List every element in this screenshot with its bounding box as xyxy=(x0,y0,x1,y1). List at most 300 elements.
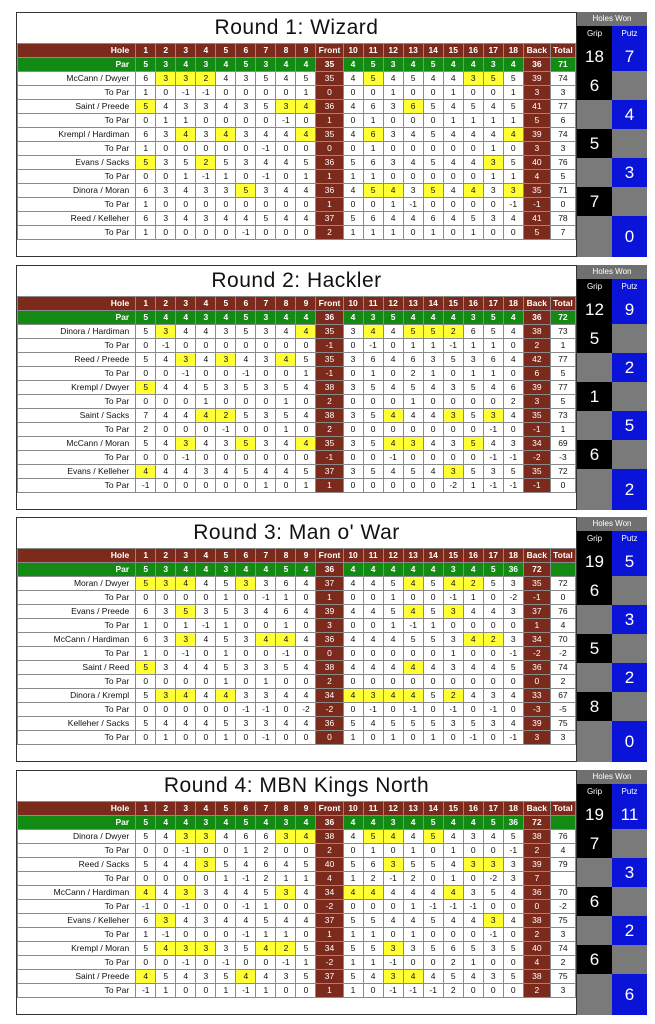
score-cell: 4 xyxy=(216,465,236,479)
score-cell: 2 xyxy=(156,297,176,311)
score-cell: 0 xyxy=(196,451,216,465)
score-cell: 38 xyxy=(523,830,550,844)
score-cell: 3 xyxy=(196,128,216,142)
score-cell: 4 xyxy=(463,689,483,703)
par-row xyxy=(18,311,576,325)
score-cell: 1 xyxy=(136,619,156,633)
score-cell: 34 xyxy=(316,886,343,900)
score-cell: 0 xyxy=(196,844,216,858)
score-cell: 1 xyxy=(423,367,443,381)
score-cell: 5 xyxy=(363,58,383,72)
score-cell: 4 xyxy=(403,816,423,830)
score-cell: 76 xyxy=(550,830,575,844)
score-cell: 0 xyxy=(316,647,343,661)
score-cell xyxy=(550,563,575,577)
score-cell: 3 xyxy=(196,942,216,956)
score-cell: 73 xyxy=(550,409,575,423)
row-label: Krempl / Hardiman xyxy=(18,128,136,142)
row-label: To Par xyxy=(18,226,136,240)
putz-holes-won-box: 0 xyxy=(612,721,647,762)
row-label: Hole xyxy=(18,549,136,563)
score-cell: 1 xyxy=(136,928,156,942)
score-cell: 0 xyxy=(156,395,176,409)
score-cell: 4 xyxy=(176,717,196,731)
score-cell: 4 xyxy=(403,156,423,170)
round-title: Round 3: Man o' War xyxy=(193,521,400,544)
score-cell: 0 xyxy=(256,226,276,240)
score-cell: 4 xyxy=(383,381,403,395)
score-cell: 0 xyxy=(176,142,196,156)
row-label: Krempl / Dwyer xyxy=(18,381,136,395)
score-cell: 0 xyxy=(236,86,256,100)
team-score-row xyxy=(18,100,576,114)
score-cell: 38 xyxy=(316,661,343,675)
score-cell: 35 xyxy=(316,353,343,367)
score-cell: 0 xyxy=(256,86,276,100)
score-cell: 2 xyxy=(443,956,463,970)
score-cell: 4 xyxy=(276,325,296,339)
score-cell: 0 xyxy=(463,647,483,661)
score-cell: 4 xyxy=(363,633,383,647)
score-cell: 0 xyxy=(403,451,423,465)
score-cell: 3 xyxy=(156,72,176,86)
score-cell: 0 xyxy=(276,367,296,381)
score-cell: 4 xyxy=(216,311,236,325)
score-cell: 5 xyxy=(423,689,443,703)
score-cell: 5 xyxy=(216,717,236,731)
score-cell: 3 xyxy=(463,858,483,872)
par-row xyxy=(18,816,576,830)
score-cell: 0 xyxy=(136,451,156,465)
score-cell: 0 xyxy=(156,872,176,886)
to-par-row xyxy=(18,114,576,128)
score-cell: 36 xyxy=(316,100,343,114)
score-cell: 7 xyxy=(256,297,276,311)
score-cell: 1 xyxy=(523,619,550,633)
score-cell: 14 xyxy=(423,44,443,58)
score-cell: 0 xyxy=(176,339,196,353)
score-cell: 0 xyxy=(236,423,256,437)
score-cell: 1 xyxy=(463,339,483,353)
score-cell: 5 xyxy=(343,858,363,872)
score-cell: -1 xyxy=(176,900,196,914)
score-cell: 0 xyxy=(156,956,176,970)
to-par-row xyxy=(18,395,576,409)
score-cell: 0 xyxy=(196,647,216,661)
score-cell: 2 xyxy=(550,675,575,689)
score-cell: 4 xyxy=(296,717,316,731)
score-cell: 34 xyxy=(523,437,550,451)
score-cell: 1 xyxy=(383,226,403,240)
score-cell: 3 xyxy=(443,563,463,577)
score-cell: 0 xyxy=(550,591,575,605)
score-cell: 0 xyxy=(343,114,363,128)
score-cell: 15 xyxy=(443,802,463,816)
score-cell: 4 xyxy=(443,156,463,170)
score-cell: 1 xyxy=(443,114,463,128)
to-par-row xyxy=(18,619,576,633)
putz-holes-won-box: 2 xyxy=(612,663,647,692)
grip-holes-won-box xyxy=(577,353,612,382)
score-cell: 5 xyxy=(423,633,443,647)
score-cell: -1 xyxy=(443,591,463,605)
score-cell: -1 xyxy=(503,647,523,661)
score-cell: 5 xyxy=(423,58,443,72)
score-cell: 1 xyxy=(463,367,483,381)
score-cell: 3 xyxy=(176,100,196,114)
score-cell: 0 xyxy=(363,619,383,633)
score-cell: 9 xyxy=(296,297,316,311)
score-cell: 6 xyxy=(276,577,296,591)
putz-holes-won-box xyxy=(612,887,647,916)
score-cell: 10 xyxy=(343,549,363,563)
score-cell: 5 xyxy=(403,465,423,479)
row-label: To Par xyxy=(18,170,136,184)
putz-holes-won-box xyxy=(612,187,647,216)
score-cell: 3 xyxy=(196,465,216,479)
score-cell: 0 xyxy=(236,647,256,661)
score-cell: 4 xyxy=(403,128,423,142)
score-cell: 40 xyxy=(523,942,550,956)
score-cell: 35 xyxy=(523,409,550,423)
score-cell: 4 xyxy=(443,128,463,142)
score-cell: 36 xyxy=(316,184,343,198)
score-cell: 3 xyxy=(196,311,216,325)
score-cell: 4 xyxy=(383,212,403,226)
score-cell: 4 xyxy=(256,563,276,577)
score-cell: 0 xyxy=(343,451,363,465)
team-score-row xyxy=(18,633,576,647)
score-cell: -2 xyxy=(523,647,550,661)
score-cell: 13 xyxy=(403,549,423,563)
score-cell: 3 xyxy=(156,563,176,577)
score-cell: 1 xyxy=(343,170,363,184)
score-cell: 3 xyxy=(483,156,503,170)
score-cell: 0 xyxy=(196,591,216,605)
putz-holes-won-box: 2 xyxy=(612,916,647,945)
score-cell: 0 xyxy=(423,703,443,717)
score-cell: 2 xyxy=(316,844,343,858)
score-cell: 0 xyxy=(236,619,256,633)
score-cell: 7 xyxy=(136,409,156,423)
score-cell: 4 xyxy=(403,970,423,984)
score-cell: 2 xyxy=(523,339,550,353)
score-cell: 1 xyxy=(343,226,363,240)
putz-holes-won-box: 3 xyxy=(612,858,647,887)
score-cell: 5 xyxy=(483,563,503,577)
to-par-row xyxy=(18,142,576,156)
team-score-row xyxy=(18,184,576,198)
score-cell: 0 xyxy=(156,170,176,184)
score-cell: -2 xyxy=(483,872,503,886)
score-cell: 0 xyxy=(503,984,523,998)
score-cell: 1 xyxy=(423,226,443,240)
score-cell: 0 xyxy=(276,844,296,858)
score-cell: 5 xyxy=(296,465,316,479)
score-cell: 5 xyxy=(136,858,156,872)
score-cell: 5 xyxy=(256,72,276,86)
score-cell: 0 xyxy=(296,395,316,409)
score-cell: 4 xyxy=(483,661,503,675)
putz-holes-won-box: 5 xyxy=(612,547,647,576)
score-cell: 4 xyxy=(156,465,176,479)
score-cell: -1 xyxy=(136,479,156,493)
score-cell: 0 xyxy=(176,479,196,493)
score-cell: -1 xyxy=(216,956,236,970)
score-cell: 0 xyxy=(483,395,503,409)
score-cell: 5 xyxy=(363,830,383,844)
score-cell: 79 xyxy=(550,858,575,872)
score-cell: 3 xyxy=(256,325,276,339)
score-cell: 0 xyxy=(483,198,503,212)
round-scorecard xyxy=(16,12,577,257)
grip-holes-won-box: 6 xyxy=(577,945,612,974)
score-cell: 0 xyxy=(503,675,523,689)
score-cell: 5 xyxy=(276,661,296,675)
score-cell: 71 xyxy=(550,58,575,72)
score-cell: 5 xyxy=(423,325,443,339)
score-cell: 4 xyxy=(503,353,523,367)
score-cell: 0 xyxy=(296,591,316,605)
score-cell: 4 xyxy=(383,465,403,479)
score-cell: 5 xyxy=(423,577,443,591)
score-cell: 0 xyxy=(296,675,316,689)
score-cell: 4 xyxy=(256,605,276,619)
score-cell: 4 xyxy=(343,886,363,900)
row-label: To Par xyxy=(18,956,136,970)
score-cell: 5 xyxy=(216,297,236,311)
score-cell: 0 xyxy=(236,170,256,184)
score-cell: 6 xyxy=(363,156,383,170)
score-cell: 11 xyxy=(363,549,383,563)
score-cell: 6 xyxy=(236,297,256,311)
score-cell: 1 xyxy=(176,114,196,128)
score-cell: 0 xyxy=(296,339,316,353)
score-cell: 5 xyxy=(136,661,156,675)
score-cell: 0 xyxy=(196,928,216,942)
score-cell: 0 xyxy=(550,198,575,212)
score-cell: 1 xyxy=(296,367,316,381)
score-cell: 3 xyxy=(196,100,216,114)
score-cell: 6 xyxy=(256,830,276,844)
score-cell: 4 xyxy=(463,563,483,577)
score-cell: -1 xyxy=(256,591,276,605)
score-cell: 4 xyxy=(550,844,575,858)
score-cell: 35 xyxy=(523,465,550,479)
score-cell: -1 xyxy=(403,703,423,717)
score-cell: 0 xyxy=(156,226,176,240)
score-cell: 0 xyxy=(463,872,483,886)
score-cell: 1 xyxy=(136,647,156,661)
score-cell: 4 xyxy=(256,128,276,142)
score-cell: 0 xyxy=(483,591,503,605)
score-cell: 0 xyxy=(296,451,316,465)
score-cell: 0 xyxy=(503,142,523,156)
score-cell: 4 xyxy=(463,58,483,72)
score-cell: 4 xyxy=(343,816,363,830)
score-cell: 1 xyxy=(363,844,383,858)
score-cell: -5 xyxy=(550,703,575,717)
score-cell: -1 xyxy=(176,451,196,465)
score-cell: 4 xyxy=(383,563,403,577)
team-score-row xyxy=(18,212,576,226)
score-cell: 1 xyxy=(423,731,443,745)
team-score-row xyxy=(18,605,576,619)
score-cell: -3 xyxy=(550,451,575,465)
score-cell: 2 xyxy=(156,802,176,816)
score-cell: 5 xyxy=(550,170,575,184)
score-cell: 4 xyxy=(256,465,276,479)
score-cell: 5 xyxy=(363,942,383,956)
row-label: To Par xyxy=(18,367,136,381)
score-cell: 18 xyxy=(503,297,523,311)
putz-label: Putz xyxy=(612,279,647,295)
score-cell: 0 xyxy=(236,731,256,745)
score-cell: 3 xyxy=(383,156,403,170)
score-cell: 1 xyxy=(503,114,523,128)
score-cell: 4 xyxy=(176,184,196,198)
score-cell: 4 xyxy=(196,633,216,647)
score-cell: 0 xyxy=(423,647,443,661)
team-score-row xyxy=(18,717,576,731)
putz-holes-won-box xyxy=(612,945,647,974)
score-cell: 6 xyxy=(523,367,550,381)
score-cell: 18 xyxy=(503,549,523,563)
score-cell: 5 xyxy=(296,858,316,872)
score-cell: 3 xyxy=(176,437,196,451)
score-cell: 0 xyxy=(216,226,236,240)
score-cell: 0 xyxy=(276,731,296,745)
row-label: To Par xyxy=(18,451,136,465)
score-cell: 4 xyxy=(343,100,363,114)
score-cell: 3 xyxy=(503,858,523,872)
score-cell: 3 xyxy=(550,731,575,745)
score-cell: 5 xyxy=(363,914,383,928)
putz-holes-won-box xyxy=(612,692,647,721)
score-cell: 5 xyxy=(236,942,256,956)
score-cell: 5 xyxy=(423,605,443,619)
score-cell: 4 xyxy=(176,563,196,577)
score-cell: 39 xyxy=(523,381,550,395)
score-cell: 0 xyxy=(196,956,216,970)
score-cell: 4 xyxy=(296,689,316,703)
grip-holes-won-box: 7 xyxy=(577,829,612,858)
score-cell: 3 xyxy=(256,58,276,72)
score-cell: 3 xyxy=(483,465,503,479)
score-cell: 10 xyxy=(343,802,363,816)
score-cell: 5 xyxy=(483,325,503,339)
score-cell: 5 xyxy=(236,381,256,395)
grip-holes-won-box xyxy=(577,916,612,945)
score-cell: 4 xyxy=(403,689,423,703)
score-cell: 77 xyxy=(550,100,575,114)
row-label: Par xyxy=(18,563,136,577)
putz-holes-won-box: 3 xyxy=(612,605,647,634)
team-score-row xyxy=(18,858,576,872)
score-cell: 4 xyxy=(136,886,156,900)
score-cell: 4 xyxy=(276,689,296,703)
score-cell: 0 xyxy=(196,984,216,998)
score-cell: 1 xyxy=(403,928,423,942)
score-cell: 5 xyxy=(523,226,550,240)
grip-holes-won-box xyxy=(577,974,612,1015)
score-cell: 0 xyxy=(343,479,363,493)
score-cell: 1 xyxy=(503,170,523,184)
score-cell: 3 xyxy=(156,156,176,170)
score-cell: 0 xyxy=(463,142,483,156)
score-cell: 0 xyxy=(383,479,403,493)
score-cell: -1 xyxy=(503,451,523,465)
score-cell: 4 xyxy=(216,816,236,830)
score-cell: 1 xyxy=(156,114,176,128)
row-label: Reed / Preede xyxy=(18,353,136,367)
grip-holes-won-box xyxy=(577,469,612,510)
score-cell: Total xyxy=(550,802,575,816)
score-cell: -2 xyxy=(550,900,575,914)
row-label: To Par xyxy=(18,984,136,998)
putz-holes-won-box: 3 xyxy=(612,158,647,187)
to-par-row xyxy=(18,984,576,998)
score-cell: 4 xyxy=(403,577,423,591)
score-cell: 0 xyxy=(483,984,503,998)
row-label: Dinora / Hardiman xyxy=(18,325,136,339)
score-cell: 3 xyxy=(483,942,503,956)
score-cell: 4 xyxy=(276,437,296,451)
row-label: McCann / Moran xyxy=(18,437,136,451)
score-cell: 0 xyxy=(156,86,176,100)
to-par-row xyxy=(18,423,576,437)
score-cell: 1 xyxy=(403,339,423,353)
score-cell: 4 xyxy=(196,661,216,675)
score-cell: 0 xyxy=(363,86,383,100)
score-cell: 0 xyxy=(176,675,196,689)
score-cell: 0 xyxy=(343,367,363,381)
score-cell: 4 xyxy=(216,58,236,72)
score-cell: 4 xyxy=(176,689,196,703)
score-cell: -1 xyxy=(216,423,236,437)
score-cell: 5 xyxy=(383,311,403,325)
score-cell: 70 xyxy=(550,886,575,900)
score-cell: 3 xyxy=(156,633,176,647)
score-cell: -1 xyxy=(383,872,403,886)
score-cell: 35 xyxy=(316,128,343,142)
score-cell: 1 xyxy=(276,928,296,942)
score-cell: 3 xyxy=(196,914,216,928)
putz-holes-won-box xyxy=(612,829,647,858)
score-cell: 4 xyxy=(196,409,216,423)
score-cell: 71 xyxy=(550,184,575,198)
score-cell: 4 xyxy=(236,914,256,928)
grip-holes-won-box: 6 xyxy=(577,887,612,916)
score-cell: 1 xyxy=(296,170,316,184)
score-cell: 5 xyxy=(343,156,363,170)
score-cell: 3 xyxy=(483,970,503,984)
score-cell: 3 xyxy=(236,72,256,86)
score-cell: 72 xyxy=(523,563,550,577)
score-cell: 0 xyxy=(423,142,443,156)
score-cell: 3 xyxy=(383,816,403,830)
score-cell: 0 xyxy=(550,479,575,493)
score-cell: 0 xyxy=(443,619,463,633)
score-cell: 3 xyxy=(443,465,463,479)
score-cell: 36 xyxy=(316,563,343,577)
row-label: To Par xyxy=(18,423,136,437)
score-cell: 5 xyxy=(136,58,156,72)
score-cell: 0 xyxy=(483,647,503,661)
holes-won-panel xyxy=(577,770,647,1015)
team-score-row xyxy=(18,886,576,900)
score-cell: 1 xyxy=(463,591,483,605)
